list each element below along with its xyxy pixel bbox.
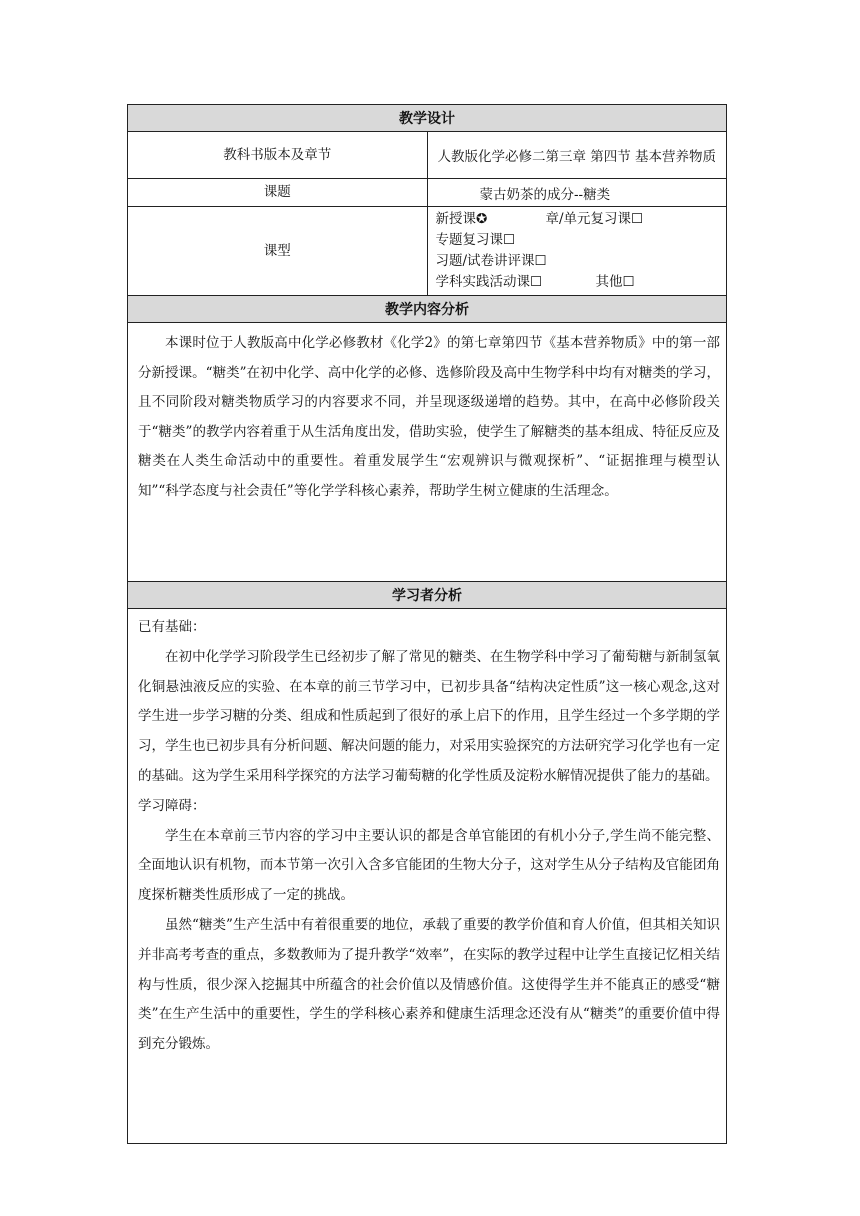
type-option-exercise-review: 习题/试卷讲评课☐ [435, 253, 547, 269]
textbook-value: 人教版化学必修二第三章 第四节 基本营养物质 [427, 132, 727, 179]
topic-value: 蒙古奶茶的成分--糖类 [427, 179, 727, 207]
type-option-unit-review: 章/单元复习课☐ [545, 211, 644, 227]
type-option-other: 其他☐ [595, 274, 635, 290]
table-title: 教学设计 [128, 105, 727, 132]
content-analysis-cell [128, 323, 727, 582]
learner-analysis-cell [128, 609, 727, 1144]
lesson-design-table [127, 104, 727, 1144]
learning-obstacle-text-2: 虽然“糖类”生产生活中有着很重要的地位，承载了重要的教学价值和育人价值，但其相关知识并非高考考查的重点，多数教师为了提升教学“效率”，在实际的教学过程中让学生直接记忆相关结构与性质，很少深入挖掘其中所蕴含的社会价值以及情感价值。这使得学生并不能真正的感受“糖类”在生产生活中的重要性，学生的学科核心素养和健康生活理念还没有从“糖类”的重要价值中得到充分锻炼。 [138, 916, 720, 1053]
type-option-practice: 学科实践活动课☐ [435, 274, 543, 290]
topic-label: 课题 [128, 179, 428, 207]
learning-obstacle-text-1: 学生在本章前三节内容的学习中主要认识的都是含单官能团的有机小分子,学生尚不能完整、全面地认识有机物，而本节第一次引入含多官能团的生物大分子，这对学生从分子结构及官能团角度探析糖类性质形成了一定的挑战。 [138, 827, 720, 904]
learner-analysis-header: 学习者分析 [128, 582, 727, 609]
learning-obstacle-label: 学习障碍： [138, 797, 206, 814]
type-option-topic-review: 专题复习课☐ [435, 232, 516, 248]
lesson-type-options [427, 207, 727, 296]
existing-basis-text: 在初中化学学习阶段学生已经初步了解了常见的糖类、在生物学科中学习了葡萄糖与新制氢氧化铜悬浊液反应的实验、在本章的前三节学习中，已初步具备“结构决定性质”这一核心观念,这对学生进一步学习糖的分类、组成和性质起到了很好的承上启下的作用，且学生经过一个多学期的学习，学生也已初步具有分析问题、解决问题的能力，对采用实验探究的方法研究学习化学也有一定的基础。这为学生采用科学探究的方法学习葡萄糖的化学性质及淀粉水解情况提供了能力的基础。 [138, 648, 720, 784]
type-label: 课型 [128, 207, 428, 296]
content-analysis-text: 本课时位于人教版高中化学必修教材《化学2》的第七章第四节《基本营养物质》中的第一部分新授课。“糖类”在初中化学、高中化学的必修、选修阶段及高中生物学科中均有对糖类的学习，且不同阶段对糖类物质学习的内容要求不同，并呈现逐级递增的趋势。其中，在高中必修阶段关于“糖类”的教学内容着重于从生活角度出发，借助实验，使学生了解糖类的基本组成、特征反应及糖类在人类生命活动中的重要性。着重发展学生“宏观辨识与微观探析”、“证据推理与模型认知”“科学态度与社会责任”等化学学科核心素养，帮助学生树立健康的生活理念。 [138, 335, 720, 499]
type-option-new: 新授课✪ [435, 211, 488, 227]
content-analysis-header: 教学内容分析 [128, 296, 727, 323]
textbook-label: 教科书版本及章节 [128, 132, 428, 179]
existing-basis-label: 已有基础： [138, 619, 206, 635]
